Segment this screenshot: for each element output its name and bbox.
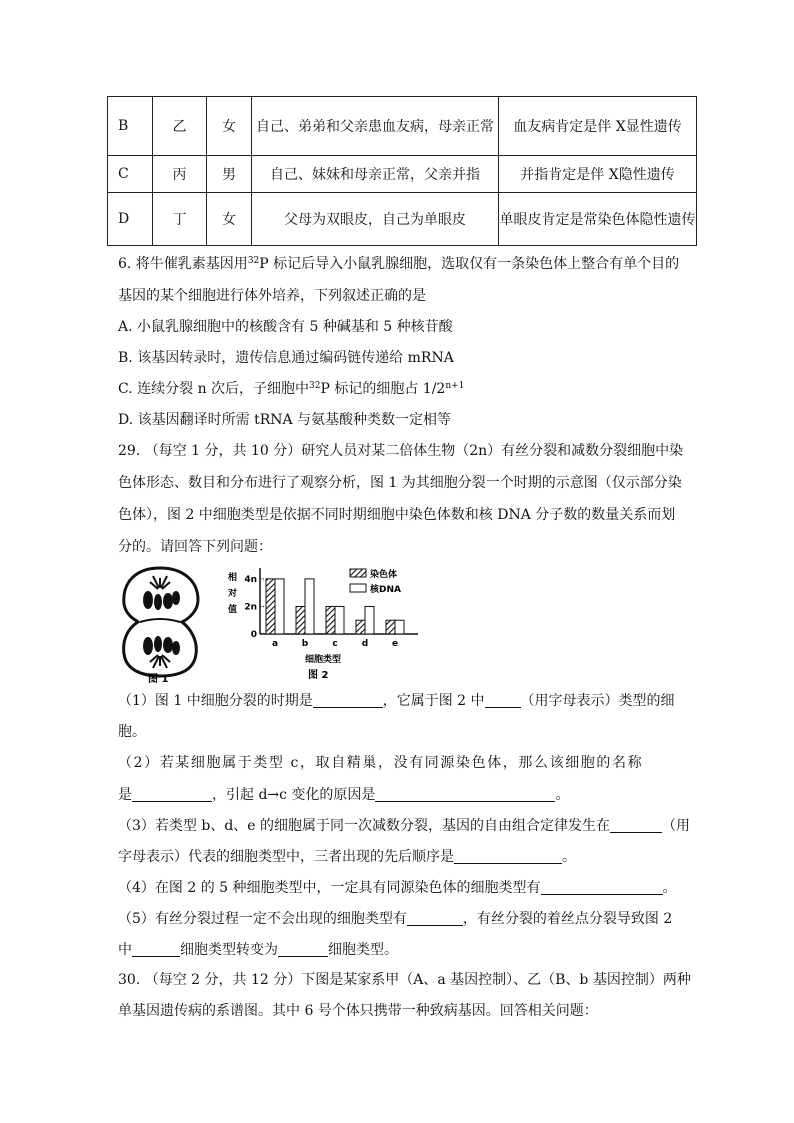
option-letter: C (108, 156, 153, 193)
text: （用字母表示）类型的细 (520, 693, 675, 709)
text: 细胞类型转变为 (180, 942, 278, 958)
answer-blank[interactable] (132, 942, 180, 957)
text: ，引起 d→c 变化的原因是 (212, 787, 376, 803)
bar-dna-b (305, 579, 314, 634)
answer-blank[interactable] (610, 818, 662, 833)
legend-swatch-chromosome (350, 569, 366, 577)
q29-part3-line2 (118, 849, 698, 864)
table-row (108, 97, 697, 156)
fig2-label: 图 2 (308, 670, 329, 681)
option-letter: D (108, 193, 153, 246)
q6-option-c (118, 382, 698, 396)
answer-blank[interactable] (485, 693, 521, 708)
figure-svg (118, 564, 428, 684)
y-tick-label: 2n (244, 602, 257, 613)
text: （4）在图 2 的 5 种细胞类型中，一定具有同源染色体的细胞类型有 (118, 880, 541, 896)
legend-chromosome: 染色体 (370, 570, 398, 580)
person-sex: 女 (207, 97, 252, 156)
family-description: 自己、妹妹和母亲正常，父亲并指 (252, 156, 499, 193)
text: 。 (662, 880, 677, 896)
superscript: n+1 (445, 381, 465, 391)
q29-part5-line1 (118, 911, 698, 926)
text: ，有丝分裂的着丝点分裂导致图 2 (462, 911, 673, 927)
q6-option-a: A. 小鼠乳腺细胞中的核酸含有 5 种碱基和 5 种核苷酸 (118, 319, 453, 335)
text: 。 (562, 849, 576, 865)
answer-blank[interactable] (375, 787, 555, 802)
x-tick-label: a (271, 639, 279, 649)
bar-chromosome-e (386, 620, 395, 634)
chromosomes-top (144, 576, 179, 609)
text: （5）有丝分裂过程一定不会出现的细胞类型有 (118, 911, 407, 927)
text: （3）若类型 b、d、e 的细胞属于同一次减数分裂，基因的自由组合定律发生在 (118, 818, 611, 834)
person-name: 丁 (153, 193, 207, 246)
y-tick-label: 4n (244, 574, 257, 585)
chromosomes-bottom (144, 637, 179, 668)
bar-dna-e (395, 620, 404, 634)
legend-dna: 核DNA (370, 585, 401, 595)
q29-part1-line1 (118, 693, 698, 708)
person-name: 乙 (153, 97, 207, 156)
text: C. 连续分裂 n 次后，子细胞中 (118, 381, 310, 397)
legend-swatch-dna (350, 584, 366, 592)
answer-blank[interactable] (278, 942, 328, 957)
q29-part1-line2: 胞。 (118, 724, 146, 740)
conclusion: 并指肯定是伴 X隐性遗传 (499, 156, 697, 193)
bar-dna-a (275, 579, 284, 634)
person-name: 丙 (153, 156, 207, 193)
answer-blank[interactable] (407, 911, 463, 926)
bar-chromosome-b (296, 606, 305, 634)
q30-stem-line2: 单基因遗传病的系谱图。其中 6 号个体只携带一种致病基因。回答相关问题： (118, 1003, 598, 1019)
superscript: 32 (309, 381, 321, 391)
person-sex: 男 (207, 156, 252, 193)
answer-blank[interactable] (454, 849, 562, 864)
bar-dna-d (365, 606, 374, 634)
bar-dna-c (335, 606, 344, 634)
text: （1）图 1 中细胞分裂的时期是 (118, 693, 313, 709)
x-axis-label: 细胞类型 (305, 655, 342, 665)
q29-part4 (118, 880, 698, 895)
q29-stem-line1: 29. （每空 1 分，共 10 分）研究人员对某二倍体生物（2n）有丝分裂和减数分裂细胞中染 (118, 443, 684, 459)
y-tick-label: 0 (250, 630, 257, 640)
answer-blank[interactable] (541, 880, 663, 895)
q29-stem-line4: 分的。请回答下列问题： (118, 539, 272, 555)
text: 6. 将牛催乳素基因用 (118, 256, 248, 272)
answer-blank[interactable] (132, 787, 212, 802)
x-tick-label: b (301, 639, 309, 649)
q6-stem-line1 (118, 257, 698, 271)
text: P 标记的细胞占 1/2 (320, 381, 446, 397)
family-description: 自己、弟弟和父亲患血友病，母亲正常 (252, 97, 499, 156)
conclusion: 血友病肯定是伴 X显性遗传 (499, 97, 697, 156)
text: 是 (118, 787, 132, 803)
bar-chart (244, 568, 418, 649)
y-axis-label (227, 571, 237, 615)
answer-blank[interactable] (313, 693, 383, 708)
text: 中 (118, 942, 132, 958)
superscript: 32 (247, 256, 260, 266)
text: 。 (555, 787, 570, 803)
q6-stem-line2: 基因的某个细胞进行体外培养，下列叙述正确的是 (118, 288, 426, 304)
q30-stem-line1: 30. （每空 2 分，共 12 分）下图是某家系甲（A、a 基因控制）、乙（B、b 基因控制）两种 (118, 972, 691, 988)
text: ，它属于图 2 中 (382, 693, 485, 709)
q29-part3-line1 (118, 818, 698, 833)
q6-option-b: B. 该基因转录时，遗传信息通过编码链传递给 mRNA (118, 350, 454, 366)
q6-option-d: D. 该基因翻译时所需 tRNA 与氨基酸种类数一定相等 (118, 412, 452, 428)
bar-chromosome-c (326, 606, 335, 634)
q29-stem-line3: 色体），图 2 中细胞类型是依据不同时期细胞中染色体数和核 DNA 分子数的数量关系而划 (118, 507, 676, 523)
fig1-label: 图 1 (148, 674, 169, 684)
bar-chromosome-a (266, 579, 275, 634)
x-tick-label: c (332, 639, 338, 649)
text: （用 (662, 818, 691, 834)
y-label-char: 对 (228, 589, 238, 599)
x-tick-label: e (391, 639, 399, 649)
figure-area (118, 564, 428, 684)
text: 细胞类型。 (328, 942, 398, 958)
conclusion: 单眼皮肯定是常染色体隐性遗传 (499, 193, 697, 246)
y-label-char: 相 (228, 573, 238, 583)
option-letter: B (108, 97, 153, 156)
table-row (108, 156, 697, 193)
y-label-char: 值 (228, 605, 238, 615)
q29-stem-line2: 色体形态、数目和分布进行了观察分析，图 1 为其细胞分裂一个时期的示意图（仅示部分染 (118, 475, 682, 491)
text: 字母表示）代表的细胞类型中，三者出现的先后顺序是 (118, 849, 454, 865)
q29-part2-line1: （2）若某细胞属于类型 c，取自精巢，没有同源染色体，那么该细胞的名称 (118, 755, 644, 771)
q29-part5-line2 (118, 942, 698, 957)
text: P 标记后导入小鼠乳腺细胞，选取仅有一条染色体上整合有单个目的 (259, 256, 680, 272)
person-sex: 女 (207, 193, 252, 246)
x-tick-label: d (361, 639, 369, 649)
family-description: 父母为双眼皮，自己为单眼皮 (252, 193, 499, 246)
bar-chromosome-d (356, 620, 365, 634)
q29-part2-line2 (118, 787, 698, 802)
option-table (107, 96, 697, 246)
table-row (108, 193, 697, 246)
